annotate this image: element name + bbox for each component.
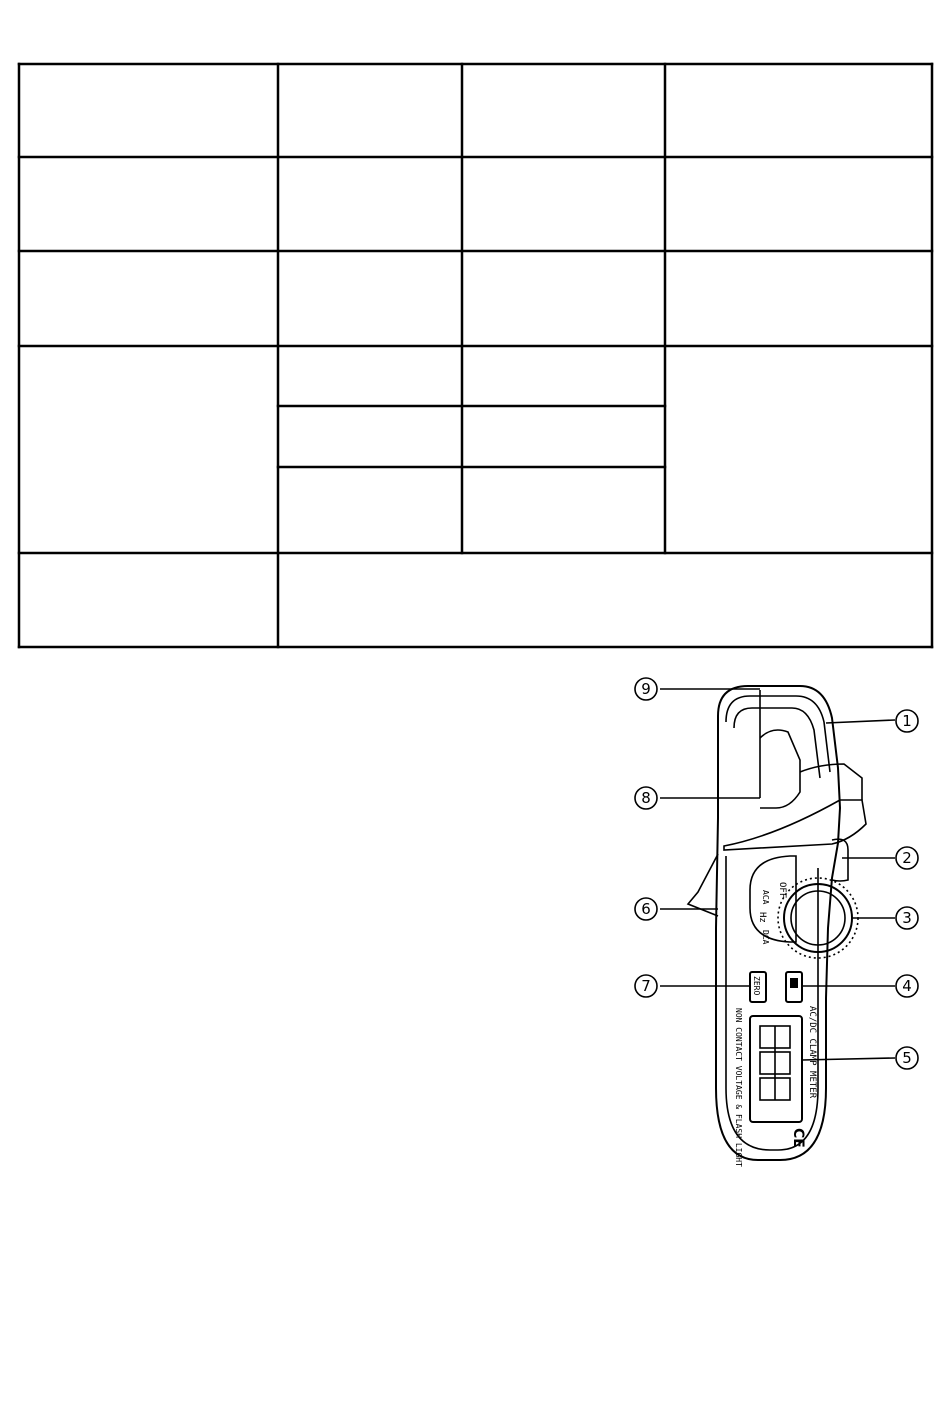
svg-text:NON CONTACT VOLTAGE & FLASH L: NON CONTACT VOLTAGE & FLASH LIGHT — [734, 1008, 743, 1167]
callout-leaders — [660, 689, 895, 1060]
lcd-display — [750, 1016, 802, 1122]
ce-mark — [790, 1128, 806, 1148]
svg-text:Hz: Hz — [757, 912, 767, 923]
switch-label-off — [777, 882, 787, 898]
callout-7 — [635, 975, 657, 997]
meter-body — [688, 686, 866, 1160]
zero-button — [750, 972, 766, 1002]
svg-text:2: 2 — [902, 849, 912, 867]
svg-text:OFF: OFF — [777, 882, 787, 899]
svg-text:6: 6 — [641, 900, 651, 918]
switch-label-dca — [761, 930, 770, 945]
svg-text:5: 5 — [902, 1049, 912, 1067]
clamp-meter-diagram — [600, 668, 930, 1168]
svg-text:4: 4 — [902, 977, 912, 995]
callout-4 — [896, 975, 918, 997]
callout-9 — [635, 678, 657, 700]
svg-text:ACA: ACA — [761, 890, 770, 905]
svg-text:7: 7 — [641, 977, 651, 995]
model-title — [807, 1006, 817, 1099]
backlight-button — [786, 972, 802, 1002]
switch-label-aca — [761, 890, 770, 905]
svg-text:AC/DC CLAMP METER: AC/DC CLAMP METER — [807, 1006, 817, 1099]
rotary-switch — [750, 856, 858, 958]
callout-2 — [896, 847, 918, 869]
svg-text:CE: CE — [790, 1128, 806, 1148]
svg-text:8: 8 — [641, 789, 651, 807]
svg-text:ZERO: ZERO — [752, 976, 761, 996]
switch-label-hz — [757, 912, 767, 923]
callout-5 — [896, 1047, 918, 1069]
svg-text:3: 3 — [902, 909, 912, 927]
callout-6 — [635, 898, 657, 920]
svg-text:1: 1 — [902, 712, 912, 730]
callout-1 — [896, 710, 918, 732]
model-subtitle — [734, 1008, 743, 1167]
svg-text:DCA: DCA — [761, 930, 770, 945]
callout-3 — [896, 907, 918, 929]
callout-8 — [635, 787, 657, 809]
svg-text:9: 9 — [641, 680, 651, 698]
spec-table — [0, 0, 950, 660]
